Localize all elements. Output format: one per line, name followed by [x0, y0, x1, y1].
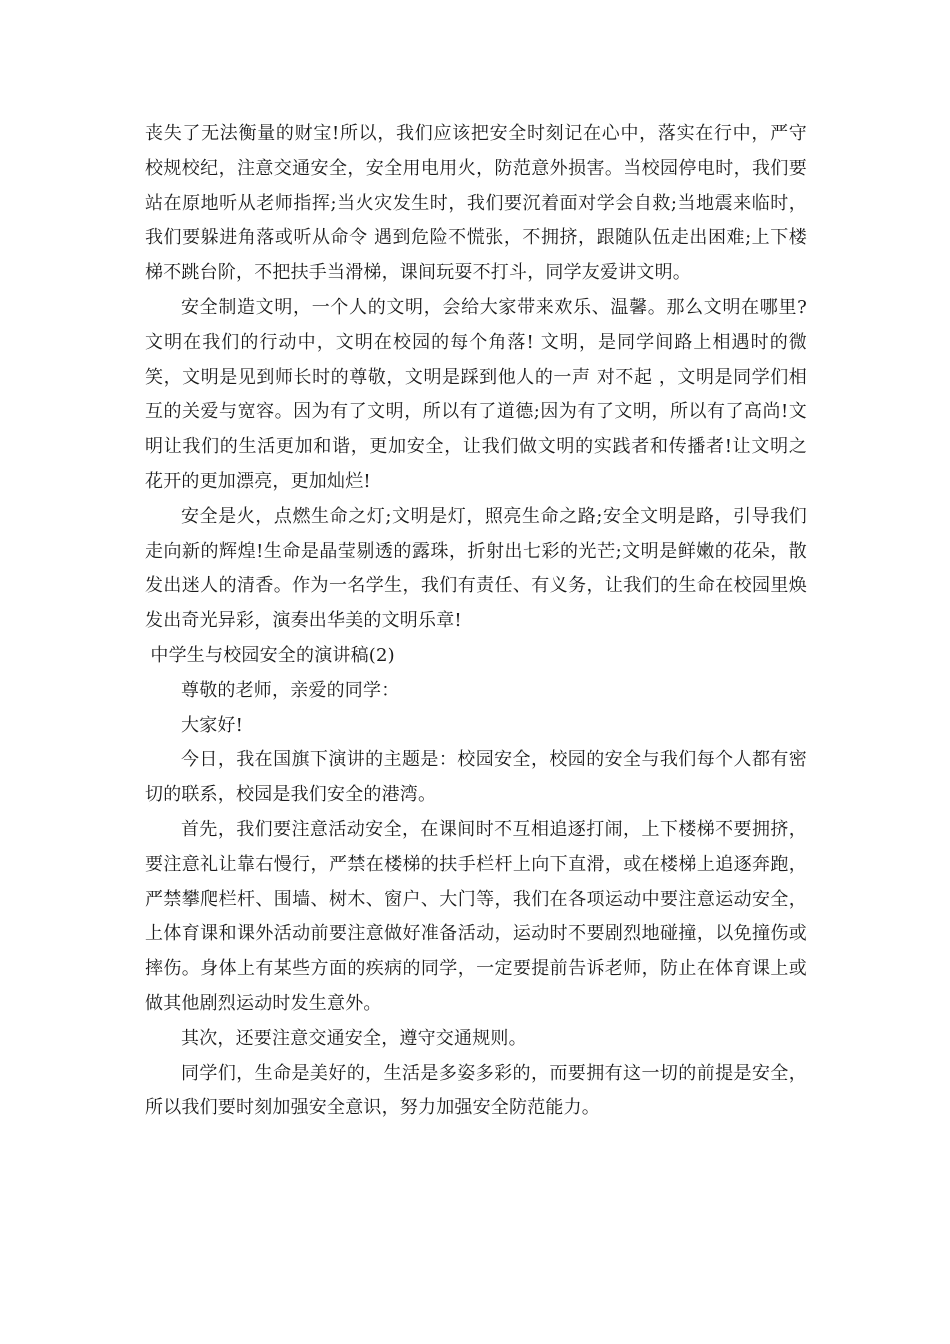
paragraph-topic: 今日，我在国旗下演讲的主题是：校园安全，校园的安全与我们每个人都有密切的联系，校园是我们安全的港湾。 — [145, 749, 807, 806]
paragraph-traffic-safety: 其次，还要注意交通安全，遵守交通规则。 — [181, 1027, 527, 1049]
paragraph-greeting: 大家好! — [181, 714, 244, 736]
paragraph-civilization: 安全制造文明，一个人的文明，会给大家带来欢乐、温馨。那么文明在哪里? 文明在我们的行动中，文明在校园的每个角落! 文明，是同学间路上相遇时的微笑，文明是见到师长时的尊敬，文明是踩到他人的一声 对不起 ，文明是同学们相互的关爱与宽容。因为有了文明，所以有了道德;因为有了文明，所以有了高尚!文明让我们的生活更加和谐，更加安全，让我们做文明的实践者和传播者!让文明之花开的更加漂亮，更加灿烂! — [145, 296, 807, 492]
paragraph-continued: 丧失了无法衡量的财宝!所以，我们应该把安全时刻记在心中，落实在行中，严守校规校纪，注意交通安全，安全用电用火，防范意外损害。当校园停电时，我们要站在原地听从老师指挥;当火灾发生时，我们要沉着面对学会自救;当地震来临时，我们要躲进角落或听从命令 遇到危险不慌张，不拥挤，跟随队伍走出困难;上下楼梯不跳台阶，不把扶手当滑梯，课间玩耍不打斗，同学友爱讲文明。 — [145, 123, 807, 284]
document-page — [145, 117, 807, 1126]
paragraph-safety-fire: 安全是火，点燃生命之灯;文明是灯，照亮生命之路;安全文明是路，引导我们走向新的辉煌!生命是晶莹剔透的露珠，折射出七彩的光芒;文明是鲜嫩的花朵，散发出迷人的清香。作为一名学生，我们有责任、有义务，让我们的生命在校园里焕发出奇光异彩，演奏出华美的文明乐章! — [145, 505, 807, 632]
paragraph-salutation: 尊敬的老师，亲爱的同学： — [181, 679, 400, 701]
section-title: 中学生与校园安全的演讲稿(2) — [150, 644, 395, 666]
paragraph-conclusion: 同学们，生命是美好的，生活是多姿多彩的，而要拥有这一切的前提是安全，所以我们要时刻加强安全意识，努力加强安全防范能力。 — [145, 1062, 807, 1119]
paragraph-activity-safety: 首先，我们要注意活动安全，在课间时不互相追逐打闹，上下楼梯不要拥挤，要注意礼让靠右慢行，严禁在楼梯的扶手栏杆上向下直滑，或在楼梯上追逐奔跑，严禁攀爬栏杆、围墙、树木、窗户、大门等，我们在各项运动中要注意运动安全，上体育课和课外活动前要注意做好准备活动，运动时不要剧烈地碰撞，以免撞伤或摔伤。身体上有某些方面的疾病的同学，一定要提前告诉老师，防止在体育课上或做其他剧烈运动时发生意外。 — [145, 818, 807, 1014]
